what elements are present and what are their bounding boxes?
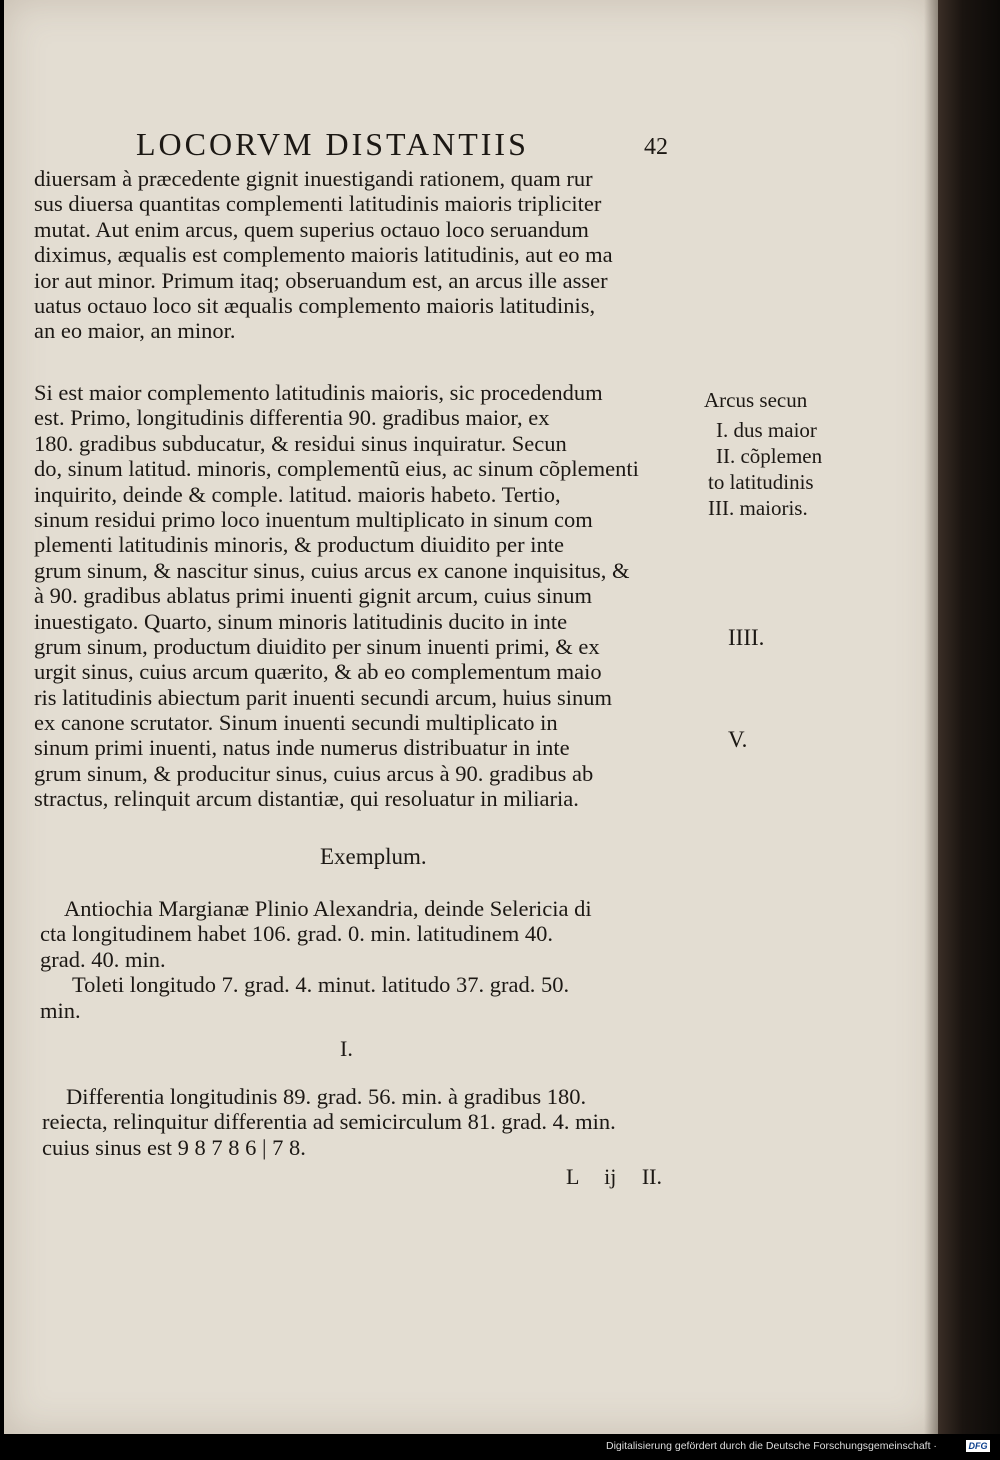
text-line: Antiochia Margianæ Plinio Alexandria, deinde Selericia di bbox=[64, 896, 592, 921]
text-line: reiecta, relinquitur differentia ad semicirculum 81. grad. 4. min. bbox=[42, 1109, 616, 1135]
text-line: uatus octauo loco sit æqualis complemento maioris latitudinis, bbox=[34, 292, 596, 318]
text-line: 180. gradibus subducatur, & residui sinus inquiratur. Secun bbox=[34, 430, 567, 456]
text-line: diuersam à præcedente gignit inuestigandi rationem, quam rur bbox=[34, 166, 593, 191]
dfg-logo: DFG bbox=[966, 1440, 990, 1452]
page-number: 42 bbox=[644, 134, 668, 160]
text-line: inquirito, deinde & comple. latitud. maioris habeto. Tertio, bbox=[34, 481, 561, 507]
text-line: inuestigato. Quarto, sinum minoris latitudinis ducito in inte bbox=[34, 608, 568, 634]
text-line: diximus, æqualis est complemento maioris latitudinis, aut eo ma bbox=[34, 242, 613, 268]
margin-numeral-v: V. bbox=[728, 727, 748, 752]
margin-note-heading: Arcus secun bbox=[704, 388, 808, 412]
book-page bbox=[4, 0, 938, 1434]
text-line: Differentia longitudinis 89. grad. 56. min. à gradibus 180. bbox=[66, 1084, 587, 1109]
text-line: ris latitudinis abiectum parit inuenti secundi arcum, huius sinum bbox=[34, 684, 613, 710]
text-line: ior aut minor. Primum itaq; obseruandum est, an arcus ille asser bbox=[34, 267, 608, 293]
text-line: mutat. Aut enim arcus, quem superius octauo loco seruandum bbox=[34, 216, 589, 242]
example-text bbox=[40, 896, 592, 1023]
margin-numeral-iv: IIII. bbox=[728, 625, 765, 650]
text-line: min. bbox=[40, 997, 81, 1023]
text-line: Toleti longitudo 7. grad. 4. minut. latitudo 37. grad. 50. bbox=[72, 972, 570, 998]
text-line: Si est maior complemento latitudinis maioris, sic procedendum bbox=[34, 380, 603, 405]
running-title: LOCORVM DISTANTIIS bbox=[136, 126, 529, 162]
example-title: Exemplum. bbox=[320, 844, 427, 869]
text-line: plementi latitudinis minoris, & productum diuidito per inte bbox=[34, 532, 564, 558]
text-line: grum sinum, & producitur sinus, cuius arcus à 90. gradibus ab bbox=[34, 760, 594, 786]
text-line: sinum residui primo loco inuentum multiplicato in sinum com bbox=[34, 506, 593, 532]
text-line: à 90. gradibus ablatus primi inuenti gignit arcum, cuius sinum bbox=[34, 583, 593, 609]
text-line: sinum primi inuenti, natus inde numerus distribuatur in inte bbox=[34, 735, 570, 761]
paragraph-1 bbox=[34, 166, 613, 344]
signature-catchword: L ij II. bbox=[566, 1164, 662, 1189]
text-line: est. Primo, longitudinis differentia 90. gradibus maior, ex bbox=[34, 405, 550, 431]
dfg-credit: Digitalisierung gefördert durch die Deutsche Forschungsgemeinschaft · bbox=[606, 1440, 937, 1452]
text-line: urgit sinus, cuius arcum quærito, & ab eo complementum maio bbox=[34, 659, 602, 685]
margin-note-line: I. dus maior bbox=[716, 418, 817, 442]
difference-text bbox=[42, 1084, 616, 1160]
text-line: grad. 40. min. bbox=[40, 946, 166, 972]
text-line: an eo maior, an minor. bbox=[34, 318, 236, 344]
book-spine-edge bbox=[938, 0, 1000, 1434]
text-line: cta longitudinem habet 106. grad. 0. min. latitudinem 40. bbox=[40, 921, 554, 947]
text-line: do, sinum latitud. minoris, complementũ eius, ac sinum cõplementi bbox=[34, 456, 639, 482]
margin-note-line: II. cõplemen bbox=[716, 444, 823, 468]
section-numeral-i: I. bbox=[340, 1036, 353, 1061]
text-line: stractus, relinquit arcum distantiæ, qui resoluatur in miliaria. bbox=[34, 786, 579, 812]
text-line: grum sinum, productum diuidito per sinum inuenti primi, & ex bbox=[34, 633, 600, 659]
margin-note-line: to latitudinis bbox=[708, 470, 814, 494]
text-line: ex canone scrutator. Sinum inuenti secundi multiplicato in bbox=[34, 710, 558, 736]
text-line: grum sinum, & nascitur sinus, cuius arcus ex canone inquisitus, & bbox=[34, 557, 630, 583]
text-line: cuius sinus est 9 8 7 8 6 | 7 8. bbox=[42, 1134, 306, 1160]
text-line: sus diuersa quantitas complementi latitudinis maioris tripliciter bbox=[34, 191, 602, 217]
margin-note-line: III. maioris. bbox=[708, 496, 808, 520]
paragraph-2 bbox=[34, 380, 639, 812]
